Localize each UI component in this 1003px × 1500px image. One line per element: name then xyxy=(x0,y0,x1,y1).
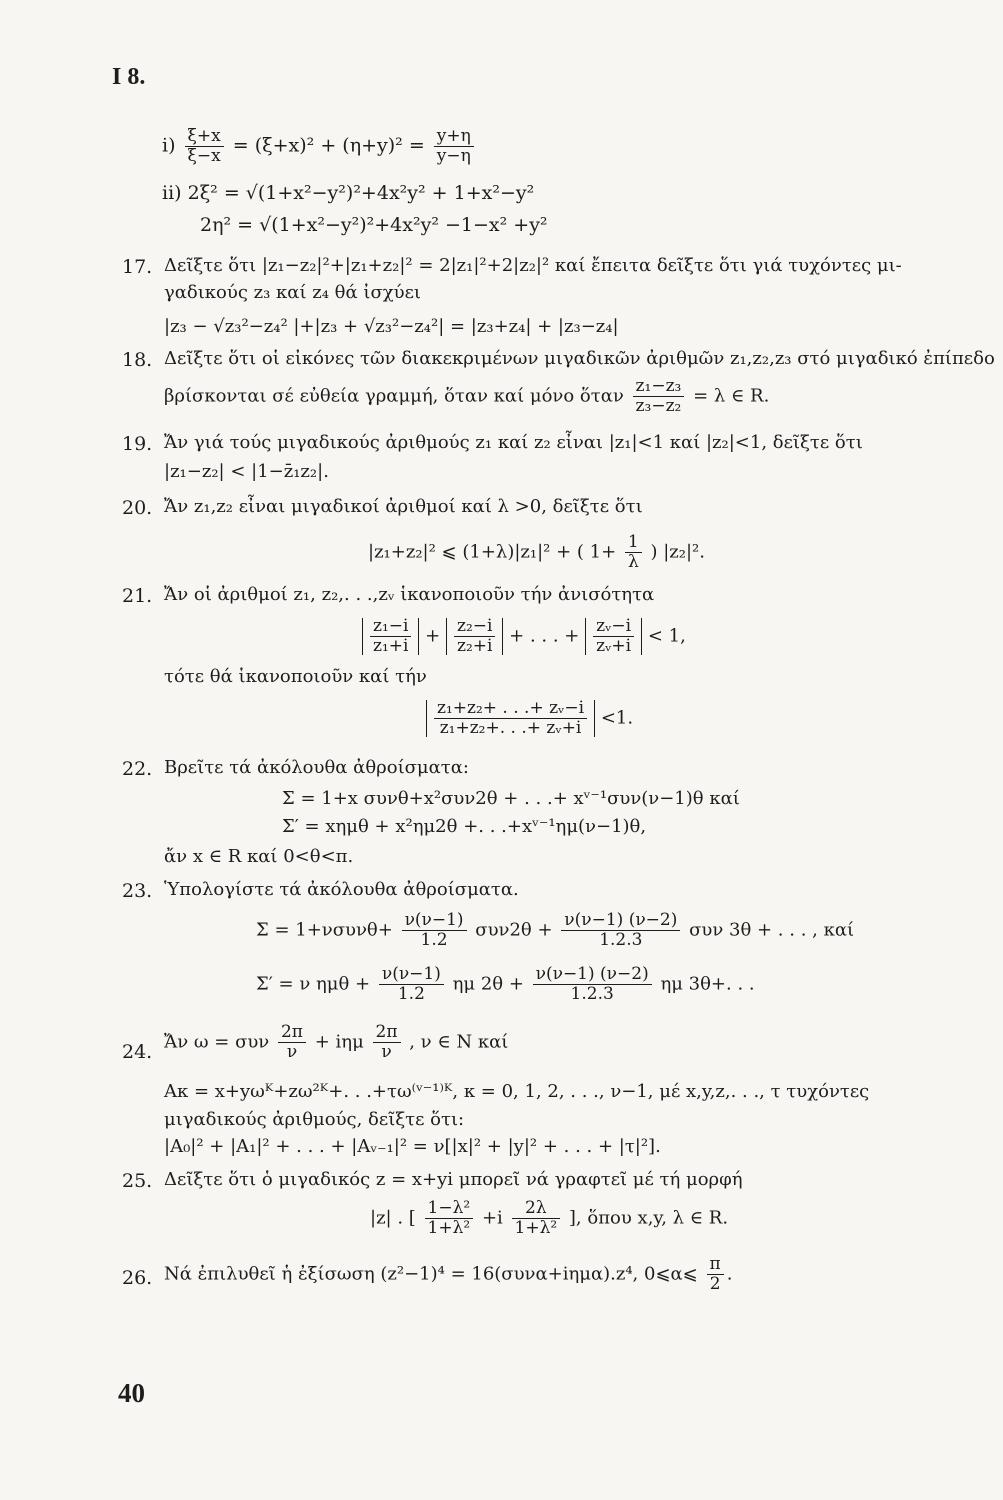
exercise-25-form: |z| . [ $\frac{\text{1−λ²}}{\text{1+λ²}}$ +i $\frac{2\lambda}{\text{1+λ²}}$ ], ὅπου x,y, λ ∈ R. xyxy=(370,1198,729,1238)
exercise-19-line2: |z₁−z₂| < |1−z̄₁z₂|. xyxy=(164,461,329,482)
page-header: I 8. xyxy=(112,64,146,90)
exercise-21-inequality: $\frac{\text{z₁−i}}{\text{z₁+i}}$ + $\frac{\text{z₂−i}}{\text{z₂+i}}$ + . . . + $\frac{\text{zᵥ−i}}{\text{zᵥ+i}}$ < 1, xyxy=(362,618,686,655)
exercise-24-line4: |A₀|² + |A₁|² + . . . + |Aᵥ₋₁|² = ν[|x|² + |y|² + . . . + |τ|²]. xyxy=(164,1136,661,1157)
exercise-18-line1: Δεῖξτε ὅτι οἱ εἰκόνες τῶν διακεκριμένων μιγαδικῶν ἀριθμῶν z₁,z₂,z₃ στό μιγαδικό ἐπίπεδο xyxy=(164,348,995,369)
exercise-22-sum2: Σ′ = xημθ + x²ημ2θ +. . .+xᵛ⁻¹ημ(ν−1)θ, xyxy=(282,816,647,837)
eq-i-fraction-left: $\frac{\xi+x}{\xi-x}$ xyxy=(185,128,224,165)
exercise-25-line1: Δεῖξτε ὅτι ὁ μιγαδικός z = x+yi μπορεῖ νά γραφτεῖ μέ τή μορφή xyxy=(164,1169,743,1190)
exercise-18-number: 18. xyxy=(122,349,153,371)
exercise-23-line1: Ὑπολογίστε τά ἀκόλουθα ἀθροίσματα. xyxy=(164,879,519,900)
exercise-17-line2: γαδικούς z₃ καί z₄ θά ἰσχύει xyxy=(164,282,421,303)
exercise-20-equation: |z₁+z₂|² ⩽ (1+λ)|z₁|² + ( 1+ $\frac{1}{\lambda}$ ) |z₂|². xyxy=(368,532,705,572)
exercise-18-line2: βρίσκονται σέ εὐθεία γραμμή, ὅταν καί μόνο ὅταν $\frac{\text{z₁−z₃}}{\text{z₃−z₂}}$ = λ ∈ R. xyxy=(164,376,770,416)
exercise-22-sum1: Σ = 1+x συνθ+x²συν2θ + . . .+ xᵛ⁻¹συν(ν−1)θ καί xyxy=(282,788,740,809)
eq-i-middle: = (ξ+x)² + (η+y)² = xyxy=(232,134,425,157)
exercise-17-equation: |z₃ − √z₃²−z₄² |+|z₃ + √z₃²−z₄²| = |z₃+z₄| + |z₃−z₄| xyxy=(164,316,619,337)
exercise-19-line1: Ἄν γιά τούς μιγαδικούς ἀριθμούς z₁ καί z₂ εἶναι |z₁|<1 καί |z₂|<1, δεῖξτε ὅτι xyxy=(164,432,863,453)
exercise-20-number: 20. xyxy=(122,497,153,519)
exercise-22-line1: Βρεῖτε τά ἀκόλουθα ἀθροίσματα: xyxy=(164,757,469,778)
exercise-19-number: 19. xyxy=(122,433,153,455)
exercise-22-number: 22. xyxy=(122,758,153,780)
exercise-23-number: 23. xyxy=(122,880,153,902)
eq-i-fraction-right: $\frac{y+\eta}{y-\eta}$ xyxy=(434,128,474,165)
exercise-21-line2: τότε θά ἱκανοποιοῦν καί τήν xyxy=(164,666,427,687)
exercise-21-number: 21. xyxy=(122,585,153,607)
exercise-20-line1: Ἄν z₁,z₂ εἶναι μιγαδικοί ἀριθμοί καί λ >0, δεῖξτε ὅτι xyxy=(164,496,643,517)
exercise-20-fraction: $\frac{1}{\lambda}$ xyxy=(625,534,642,571)
exercise-21-second-inequality: $\frac{\text{z₁+z₂+ . . .+ zᵥ−i}}{\text{z₁+z₂+. . .+ zᵥ+i}}$ <1. xyxy=(426,700,633,737)
exercise-17-number: 17. xyxy=(122,256,153,278)
exercise-18-fraction: $\frac{\text{z₁−z₃}}{\text{z₃−z₂}}$ xyxy=(633,378,685,415)
exercise-26-line1: Νά ἐπιλυθεῖ ἡ ἐξίσωση (z²−1)⁴ = 16(συνα+iημα).z⁴, 0⩽α⩽ $\frac{\pi}{2}$ . xyxy=(164,1254,733,1294)
exercise-25-number: 25. xyxy=(122,1170,153,1192)
exercise-23-sum2: Σ′ = ν ημθ + $\frac{\nu(\nu-1)}{1.2}$ ημ 2θ + $\frac{\nu(\nu-1) (\nu-2)}{1.2.3}$ ημ 3θ+. . . xyxy=(256,964,755,1004)
exercise-22-condition: ἄν x ∈ R καί 0<θ<π. xyxy=(164,846,354,867)
eq-ii: ii) 2ξ² = √(1+x²−y²)²+4x²y² + 1+x²−y² xyxy=(162,182,535,204)
exercise-24-line3: μιγαδικούς ἀριθμούς, δεῖξτε ὅτι: xyxy=(164,1109,465,1130)
eq-ii-second: 2η² = √(1+x²−y²)²+4x²y² −1−x² +y² xyxy=(200,214,548,236)
exercise-24-number: 24. xyxy=(122,1041,153,1063)
eq-i-label: i) xyxy=(162,134,176,157)
exercise-17-line1: Δεῖξτε ὅτι |z₁−z₂|²+|z₁+z₂|² = 2|z₁|²+2|z₂|² καί ἔπειτα δεῖξτε ὅτι γιά τυχόντες μι- xyxy=(164,255,902,276)
exercise-24-line1: Ἄν ω = συν $\frac{2\pi}{\nu}$ + iημ $\frac{2\pi}{\nu}$ , ν ∈ N καί xyxy=(164,1022,509,1062)
exercise-24-line2: Aκ = x+yωᴷ+zω²ᴷ+. . .+τω⁽ᵛ⁻¹⁾ᴷ, κ = 0, 1, 2, . . ., ν−1, μέ x,y,z,. . ., τ τυχόντες xyxy=(164,1081,870,1102)
page-number: 40 xyxy=(118,1378,145,1408)
exercise-23-sum1: Σ = 1+νσυνθ+ $\frac{\nu(\nu-1)}{1.2}$ συν2θ + $\frac{\nu(\nu-1) (\nu-2)}{1.2.3}$ συν 3θ + . . . , καί xyxy=(256,910,855,950)
exercise-21-line1: Ἄν οἱ ἀριθμοί z₁, z₂,. . .,zᵥ ἱκανοποιοῦν τήν ἀνισότητα xyxy=(164,584,655,605)
exercise-26-number: 26. xyxy=(122,1267,153,1289)
eq-i xyxy=(162,128,477,165)
